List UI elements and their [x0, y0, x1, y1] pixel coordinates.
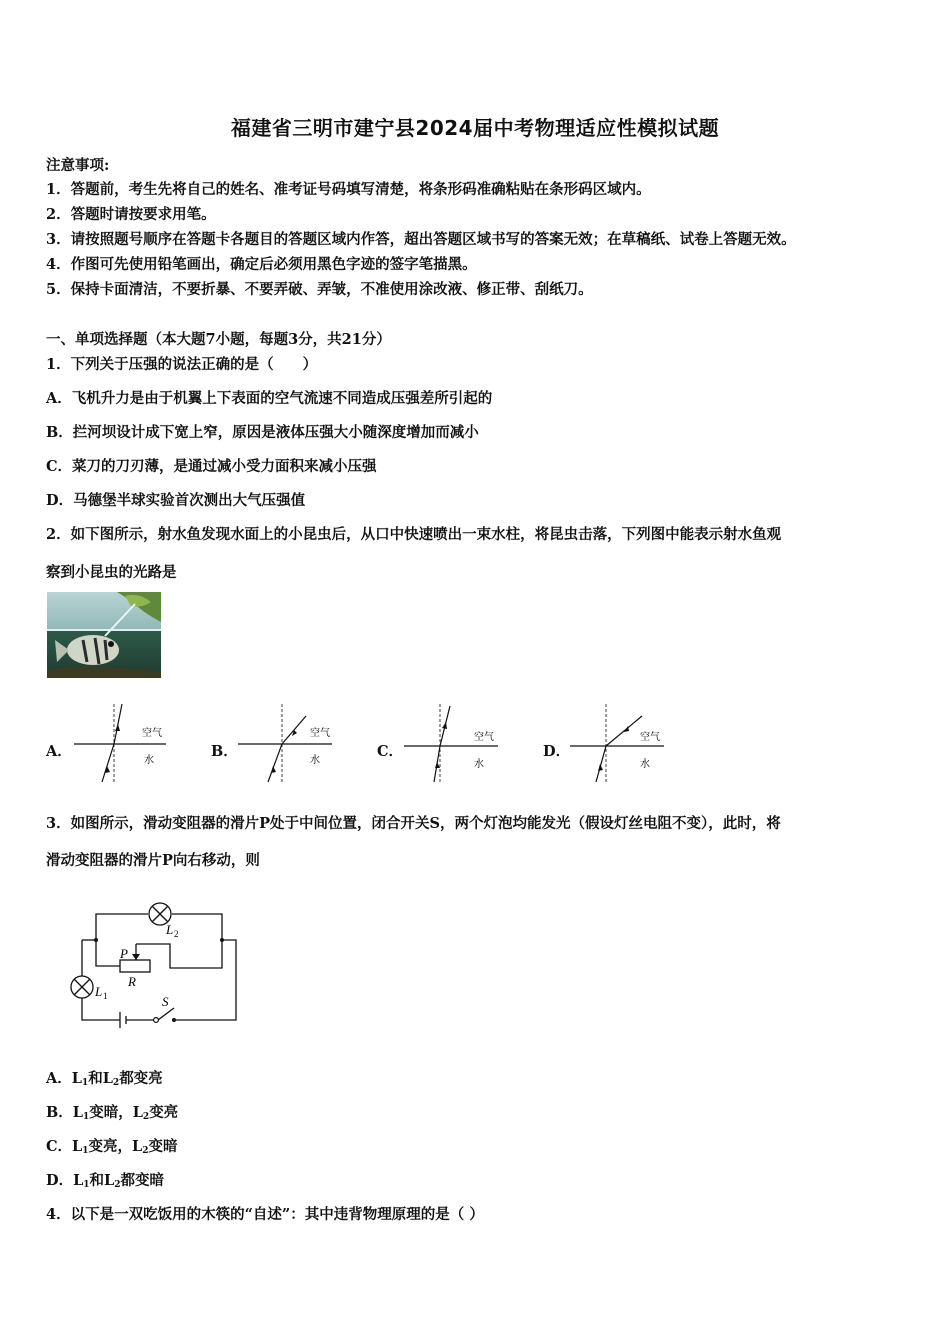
label-p: P [120, 946, 128, 961]
water-label: 水 [474, 759, 484, 770]
q1-stem: 1．下列关于压强的说法正确的是（ ） [46, 356, 318, 373]
q2-option-b-label: B． [211, 743, 238, 760]
label-l1-letter: L [95, 984, 103, 999]
q2-diagram-a [72, 700, 172, 784]
q3-stem-line1: 3．如图所示，滑动变阻器的滑片P处于中间位置，闭合开关S，两个灯泡均能发光（假设灯丝电阻不变），此时，将 [46, 815, 781, 832]
q2-diagram-d [568, 700, 668, 784]
label-l1-sub: 1 [103, 991, 108, 1001]
notice-item-3: 3．请按照题号顺序在答题卡各题目的答题区域内作答，超出答题区域书写的答案无效；在草稿纸、试卷上答题无效。 [46, 231, 796, 248]
notice-item-1: 1．答题前，考生先将自己的姓名、准考证号码填写清楚，将条形码准确粘贴在条形码区域内。 [46, 181, 651, 198]
notice-item-4: 4．作图可先使用铅笔画出，确定后必须用黑色字迹的签字笔描黑。 [46, 256, 477, 273]
section-heading: 一、单项选择题（本大题7小题，每题3分，共21分） [46, 331, 391, 348]
q2-option-c-label: C． [377, 743, 404, 760]
q2-diagram-b [236, 700, 336, 784]
label-s: S [162, 994, 169, 1009]
q2-diagram-c [402, 700, 502, 784]
water-label: 水 [310, 755, 320, 766]
q4-stem: 4．以下是一双吃饭用的木筷的“自述”：其中违背物理原理的是（ ） [46, 1206, 484, 1223]
q2-option-a-label: A． [46, 743, 72, 760]
q3-option-d: D．$L_1$和$L_2$都变暗 [46, 1172, 165, 1190]
air-label: 空气 [142, 728, 162, 739]
notice-item-2: 2．答题时请按要求用笔。 [46, 206, 216, 223]
air-label: 空气 [310, 728, 330, 739]
q2-stem-line1: 2．如下图所示，射水鱼发现水面上的小昆虫后，从口中快速喷出一束水柱，将昆虫击落，下列图中能表示射水鱼观 [46, 526, 782, 543]
water-label: 水 [640, 759, 650, 770]
q3-circuit-diagram [62, 898, 252, 1030]
q1-option-c: C．菜刀的刀刃薄，是通过减小受力面积来减小压强 [46, 458, 377, 475]
notice-item-5: 5．保持卡面清洁，不要折暴、不要弄破、弄皱，不准使用涂改液、修正带、刮纸刀。 [46, 281, 593, 298]
archerfish-photo [47, 592, 161, 678]
page-title: 福建省三明市建宁县2024届中考物理适应性模拟试题 [230, 116, 720, 140]
air-label: 空气 [474, 732, 494, 743]
air-label: 空气 [640, 732, 660, 743]
q3-stem-line2: 滑动变阻器的滑片P向右移动，则 [46, 852, 260, 869]
label-l2-sub: 2 [174, 929, 179, 939]
q2-option-d-label: D． [543, 743, 571, 760]
label-r: R [128, 974, 136, 989]
label-l2-letter: L [166, 922, 174, 937]
q3-option-c: C．$L_1$变亮，$L_2$变暗 [46, 1138, 178, 1156]
water-label: 水 [144, 755, 154, 766]
notice-heading: 注意事项: [46, 157, 110, 174]
q3-option-a: A．$L_1$和$L_2$都变亮 [46, 1070, 163, 1088]
q2-stem-line2: 察到小昆虫的光路是 [46, 564, 177, 581]
q1-option-d: D．马德堡半球实验首次测出大气压强值 [46, 492, 306, 509]
q1-option-b: B．拦河坝设计成下宽上窄，原因是液体压强大小随深度增加而减小 [46, 424, 479, 441]
q1-option-a: A．飞机升力是由于机翼上下表面的空气流速不同造成压强差所引起的 [46, 390, 493, 407]
q3-option-b: B．$L_1$变暗，$L_2$变亮 [46, 1104, 179, 1122]
